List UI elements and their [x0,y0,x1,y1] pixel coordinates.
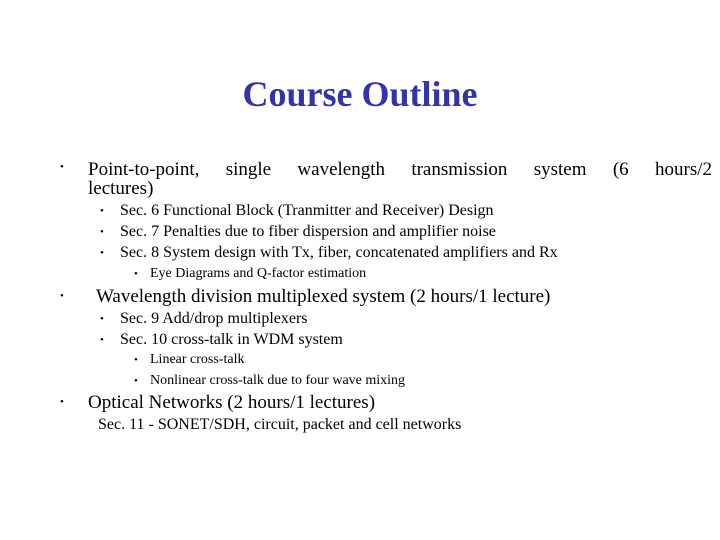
slide-title: Course Outline [242,74,478,114]
bullet-icon: • [100,205,104,217]
section-3-note: Sec. 11 - SONET/SDH, circuit, packet and cell networks [98,416,462,433]
section-3-heading: Optical Networks (2 hours/1 lectures) [88,392,376,413]
bullet-icon: • [100,247,104,259]
section-1-subitem-1: Eye Diagrams and Q-factor estimation [150,266,367,281]
bullet-icon: • [60,161,64,173]
section-1-item-3: Sec. 8 System design with Tx, fiber, concatenated amplifiers and Rx [120,244,558,261]
bullet-icon: • [60,396,64,408]
section-1-heading-line2: lectures) [88,178,154,199]
bullet-icon: • [100,313,104,325]
section-1-heading-line1: Point-to-point, single wavelength transmission system (6 hours/2 [88,159,712,180]
bullet-icon: • [134,375,138,387]
bullet-icon: • [134,354,138,366]
section-2-heading: Wavelength division multiplexed system (2 hours/1 lecture) [96,286,551,307]
bullet-icon: • [100,334,104,346]
bullet-icon: • [100,226,104,238]
section-2-subitem-2: Nonlinear cross-talk due to four wave mixing [150,373,406,388]
bullet-icon: • [60,290,64,302]
section-2-item-2: Sec. 10 cross-talk in WDM system [120,331,343,348]
section-1-item-1: Sec. 6 Functional Block (Tranmitter and Receiver) Design [120,202,494,219]
section-1-item-2: Sec. 7 Penalties due to fiber dispersion and amplifier noise [120,223,496,240]
section-2-item-1: Sec. 9 Add/drop multiplexers [120,310,308,327]
section-2-subitem-1: Linear cross-talk [150,352,245,367]
bullet-icon: • [134,268,138,280]
